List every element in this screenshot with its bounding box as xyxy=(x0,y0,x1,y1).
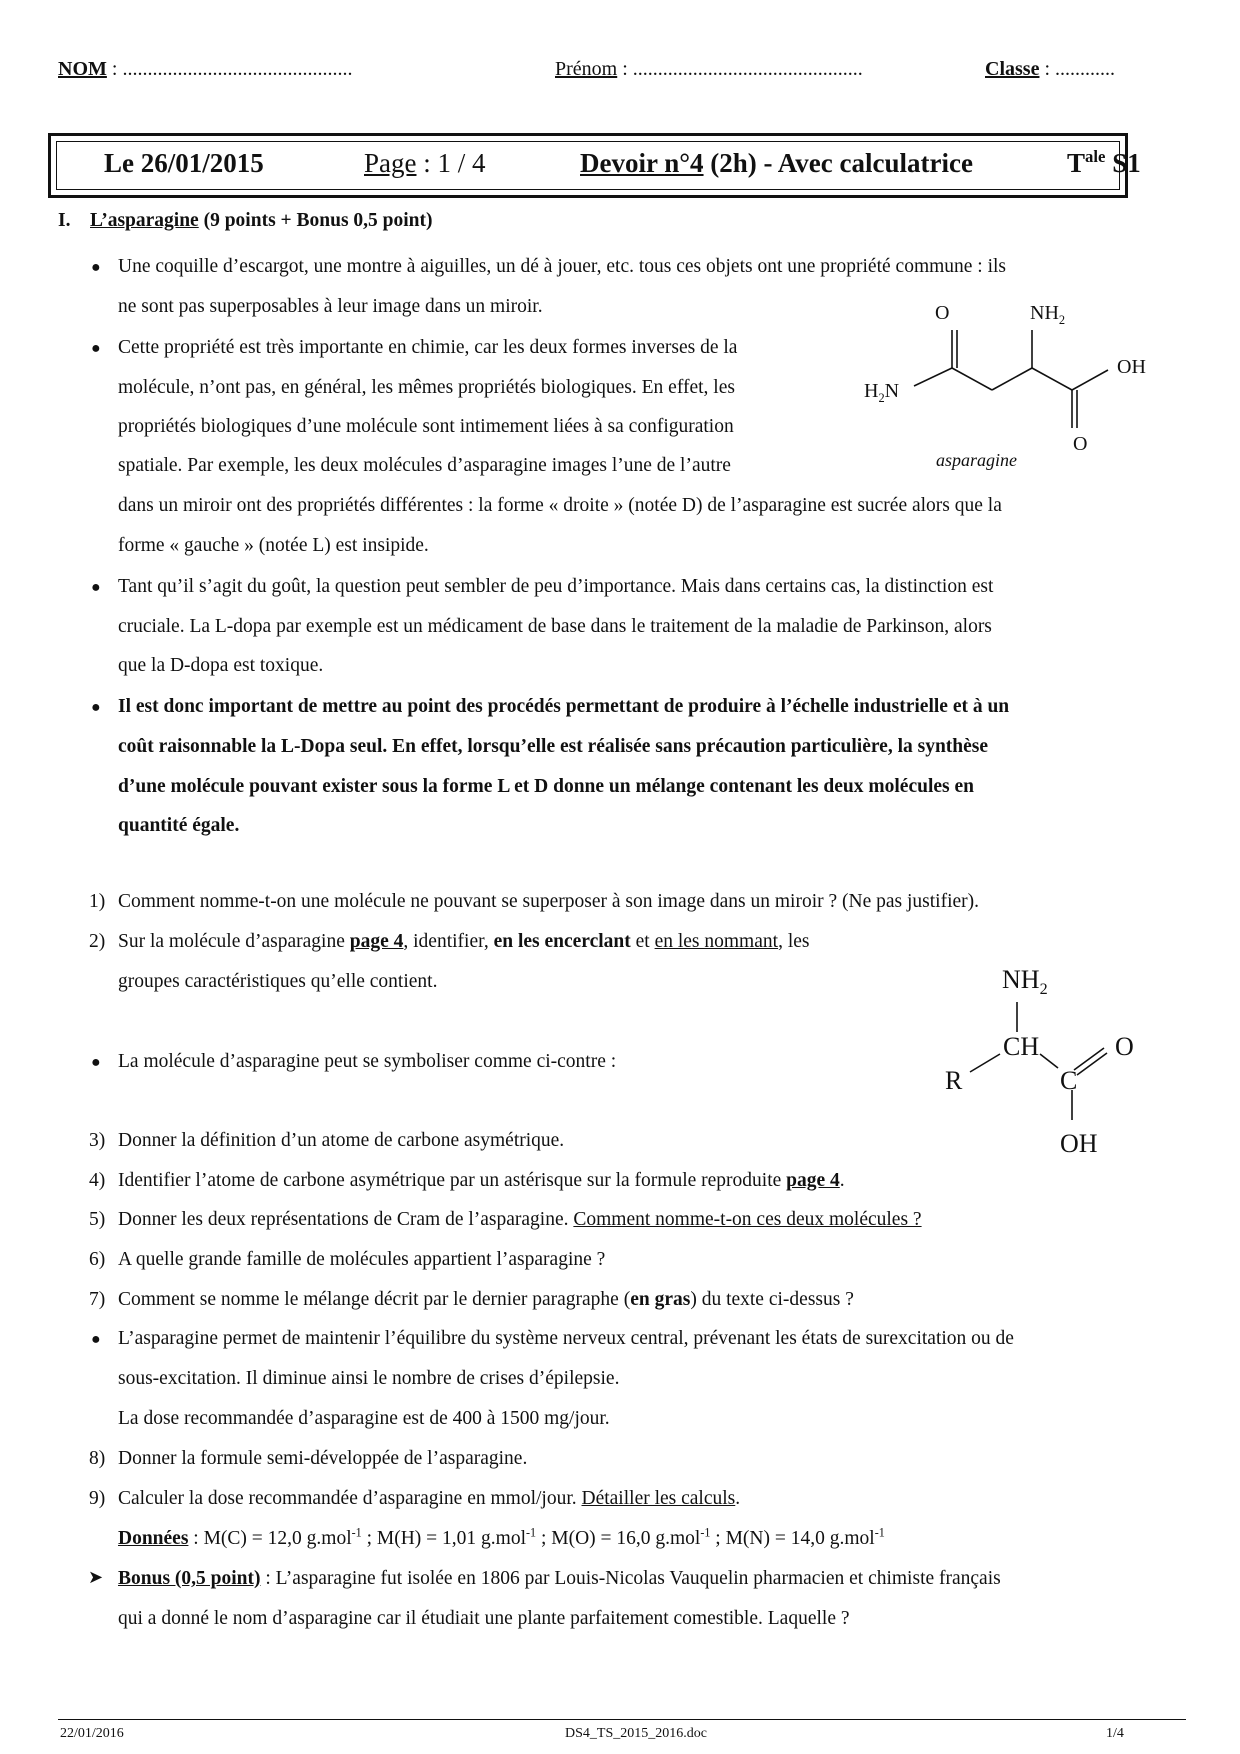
q3-number: 3) xyxy=(89,1130,106,1151)
q2-bold: en les encerclant xyxy=(493,931,631,952)
bonus-line2: qui a donné le nom d’asparagine car il étudiait une plante parfaitement comestible. Laquelle ? xyxy=(118,1608,850,1629)
mol2-nh-sub: 2 xyxy=(1039,981,1048,999)
nom-label: NOM xyxy=(58,58,107,80)
p4-line3: d’une molécule pouvant exister sous la forme L et D donne un mélange contenant les deux molécules en xyxy=(118,776,975,797)
q8-text: Donner la formule semi-développée de l’asparagine. xyxy=(118,1448,528,1469)
q1-text: Comment nomme-t-on une molécule ne pouvant se superposer à son image dans un miroir ? (Ne pas justifier). xyxy=(118,891,980,912)
q2-part-d: , les xyxy=(778,931,810,952)
bullet-symbol-text: La molécule d’asparagine peut se symboliser comme ci-contre : xyxy=(118,1051,617,1072)
q5-part-a: Donner les deux représentations de Cram de l’asparagine. xyxy=(118,1209,574,1230)
q9-underlined: Détailler les calculs xyxy=(581,1488,736,1509)
bullet2-line1: L’asparagine permet de maintenir l’équilibre du système nerveux central, prévenant les états de surexcitation ou de xyxy=(118,1328,1014,1349)
bonus-label: Bonus (0,5 point) xyxy=(118,1568,261,1589)
exp-2: -1 xyxy=(526,1525,537,1540)
asparagine-skeletal-formula xyxy=(860,300,1160,475)
bullet-dot: ● xyxy=(91,699,101,716)
class-sup: ale xyxy=(1085,147,1106,166)
q9-text xyxy=(118,1488,740,1510)
q4-part-a: Identifier l’atome de carbone asymétrique par un astérisque sur la formule reproduite xyxy=(118,1170,787,1191)
q9-part-a: Calculer la dose recommandée d’asparagine en mmol/jour. xyxy=(118,1488,582,1509)
class-t: T xyxy=(1067,148,1086,178)
mol1-h-sub: 2 xyxy=(878,391,885,405)
q2-underlined: en les nommant xyxy=(654,931,779,952)
exp-4: -1 xyxy=(874,1525,885,1540)
p2-line2: molécule, n’ont pas, en général, les mêmes propriétés biologiques. En effet, les xyxy=(118,377,735,398)
section-title xyxy=(90,210,433,232)
q9-number: 9) xyxy=(89,1488,106,1509)
section-heading xyxy=(58,210,70,232)
q9-part-b: . xyxy=(735,1488,741,1509)
footer-rule xyxy=(58,1719,1186,1720)
mol2-ch: CH xyxy=(1003,1032,1040,1061)
q7-bold: en gras xyxy=(630,1289,691,1310)
q6-text: A quelle grande famille de molécules appartient l’asparagine ? xyxy=(118,1249,606,1270)
mol2-nh: NH xyxy=(1002,965,1040,994)
footer-date: 22/01/2016 xyxy=(60,1726,124,1741)
q5-number: 5) xyxy=(89,1209,106,1230)
devoir-title xyxy=(580,148,973,179)
classe-label: Classe xyxy=(985,58,1040,80)
q8-number: 8) xyxy=(89,1448,106,1469)
mol1-nh: NH xyxy=(1030,302,1059,324)
mol2-nh2 xyxy=(1002,965,1048,999)
bullet-dot: ● xyxy=(91,579,101,596)
bullet-dot: ● xyxy=(91,259,101,276)
classe-dots: : ............ xyxy=(1039,58,1116,80)
mol1-oh: OH xyxy=(1117,356,1146,378)
mol2-oh: OH xyxy=(1060,1129,1098,1158)
q7-number: 7) xyxy=(89,1289,106,1310)
nom-dots: : .............................................. xyxy=(106,58,353,80)
footer-filename: DS4_TS_2015_2016.doc xyxy=(565,1726,707,1741)
p2-line3: propriétés biologiques d’une molécule sont intimement liées à sa configuration xyxy=(118,416,734,437)
q2-number: 2) xyxy=(89,931,106,952)
page-indicator xyxy=(364,148,486,179)
p4-line1: Il est donc important de mettre au point des procédés permettant de produire à l’échelle industrielle et à un xyxy=(118,696,1010,717)
mol2-r: R xyxy=(945,1066,963,1095)
q2-page-ref: page 4 xyxy=(349,931,404,952)
p1-line1: Une coquille d’escargot, une montre à aiguilles, un dé à jouer, etc. tous ces objets ont une propriété commune : ils xyxy=(118,256,1007,277)
prenom-dots: : .............................................. xyxy=(617,58,863,80)
devoir-rest: (2h) - Avec calculatrice xyxy=(703,148,973,178)
bullet-dot: ● xyxy=(91,340,101,357)
donnee-mn: ; M(N) = 14,0 g.mol xyxy=(710,1528,875,1549)
p4-line4: quantité égale. xyxy=(118,815,240,836)
q6-number: 6) xyxy=(89,1249,106,1270)
q1-number: 1) xyxy=(89,891,106,912)
q5-text xyxy=(118,1209,922,1231)
exp-1: -1 xyxy=(351,1525,362,1540)
q4-text xyxy=(118,1170,845,1192)
bullet2-line2: sous-excitation. Il diminue ainsi le nombre de crises d’épilepsie. xyxy=(118,1368,620,1389)
bullet-dot: ● xyxy=(91,1331,101,1348)
bonus-text-1: : L’asparagine fut isolée en 1806 par Louis-Nicolas Vauquelin pharmacien et chimiste français xyxy=(260,1568,1001,1589)
q7-part-a: Comment se nomme le mélange décrit par le dernier paragraphe ( xyxy=(118,1289,631,1310)
classe-field xyxy=(985,58,1115,81)
donnee-mc: : M(C) = 12,0 g.mol xyxy=(188,1528,352,1549)
mol1-caption: asparagine xyxy=(936,450,1017,470)
q7-part-b: ) du texte ci-dessus ? xyxy=(690,1289,854,1310)
donnees-line xyxy=(118,1525,885,1550)
mol1-n: N xyxy=(884,380,900,402)
mol1-nh2 xyxy=(1030,302,1065,325)
mol2-o: O xyxy=(1115,1032,1134,1061)
section-title-text: L’asparagine xyxy=(90,210,199,231)
mol1-nh-sub: 2 xyxy=(1058,313,1066,327)
exp-3: -1 xyxy=(700,1525,711,1540)
mol2-c: C xyxy=(1060,1066,1078,1095)
mol1-o-top: O xyxy=(935,302,950,324)
p1-line2: ne sont pas superposables à leur image dans un miroir. xyxy=(118,296,543,317)
bullet-dot: ● xyxy=(91,1054,101,1071)
q4-number: 4) xyxy=(89,1170,106,1191)
mol1-o-bottom: O xyxy=(1073,433,1088,455)
q2-part-a: Sur la molécule d’asparagine xyxy=(118,931,350,952)
p2-line6: forme « gauche » (notée L) est insipide. xyxy=(118,535,429,556)
nom-field xyxy=(58,58,352,81)
q5-underlined: Comment nomme-t-on ces deux molécules ? xyxy=(573,1209,922,1230)
donnee-mh: ; M(H) = 1,01 g.mol xyxy=(361,1528,526,1549)
page-label: Page xyxy=(364,148,417,178)
prenom-label: Prénom xyxy=(555,58,618,80)
bullet2-line3: La dose recommandée d’asparagine est de 400 à 1500 mg/jour. xyxy=(118,1408,610,1429)
footer-page: 1/4 xyxy=(1106,1726,1124,1741)
p3-line2: cruciale. La L-dopa par exemple est un médicament de base dans le traitement de la maladie de Parkinson, alors xyxy=(118,616,992,637)
class-rest: S1 xyxy=(1105,148,1141,178)
page-value: : 1 / 4 xyxy=(416,148,486,178)
donnees-label: Données xyxy=(118,1528,189,1549)
p4-line2: coût raisonnable la L-Dopa seul. En effet, lorsqu’elle est réalisée sans précaution particulière, la synthèse xyxy=(118,736,989,757)
p3-line1: Tant qu’il s’agit du goût, la question peut sembler de peu d’importance. Mais dans certains cas, la distinction est xyxy=(118,576,994,597)
q7-text xyxy=(118,1289,854,1311)
q4-part-b: . xyxy=(839,1170,845,1191)
bonus-arrow-icon: ➤ xyxy=(88,1567,104,1587)
q2-part-c: et xyxy=(630,931,655,952)
bonus-line1 xyxy=(118,1568,1001,1590)
q2-part-b: , identifier, xyxy=(403,931,494,952)
mol1-h: H xyxy=(864,380,879,402)
p3-line3: que la D-dopa est toxique. xyxy=(118,655,324,676)
mol1-h2n xyxy=(864,380,899,403)
prenom-field xyxy=(555,58,863,81)
q2-line2: groupes caractéristiques qu’elle contient. xyxy=(118,971,438,992)
p2-line4: spatiale. Par exemple, les deux molécules d’asparagine images l’une de l’autre xyxy=(118,455,731,476)
p2-line1: Cette propriété est très importante en chimie, car les deux formes inverses de la xyxy=(118,337,738,358)
devoir-label: Devoir n°4 xyxy=(580,148,704,178)
class-level xyxy=(1067,148,1141,179)
q2-text xyxy=(118,931,809,953)
donnee-mo: ; M(O) = 16,0 g.mol xyxy=(536,1528,701,1549)
q4-page-ref: page 4 xyxy=(786,1170,840,1191)
p2-line5: dans un miroir ont des propriétés différentes : la forme « droite » (notée D) de l’asparagine est sucrée alors que la xyxy=(118,495,1002,516)
q3-text: Donner la définition d’un atome de carbone asymétrique. xyxy=(118,1130,565,1151)
section-points: (9 points + Bonus 0,5 point) xyxy=(198,210,433,231)
test-date: Le 26/01/2015 xyxy=(104,148,264,178)
section-numeral: I. xyxy=(58,210,71,231)
